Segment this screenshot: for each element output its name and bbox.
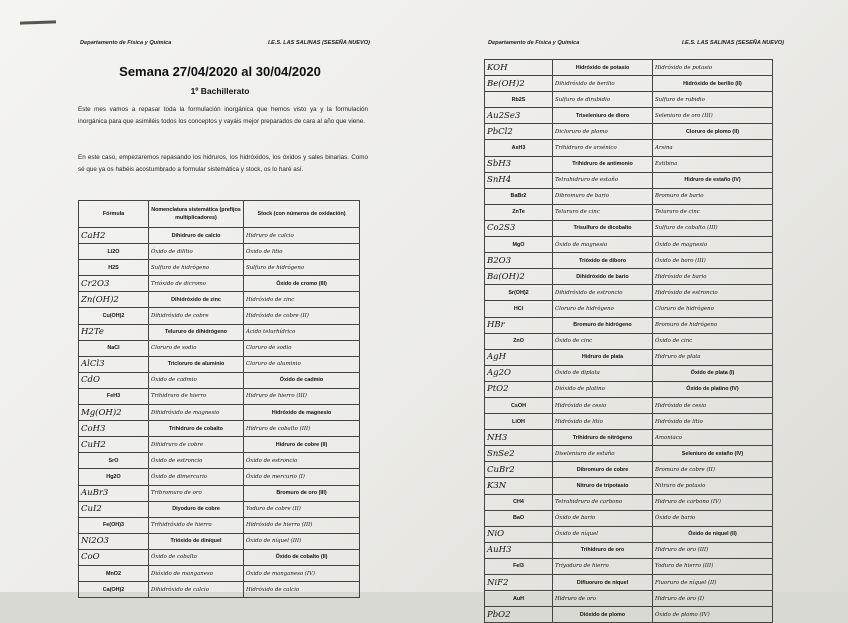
table-row [485, 446, 773, 462]
systematic-name-cell: Dihidróxido de zinc [149, 292, 244, 308]
stock-name-cell: Fluoruro de níquel (II) [653, 575, 773, 591]
pen-mark [20, 20, 56, 24]
formula-cell: AgH [485, 349, 553, 365]
table-row [79, 582, 360, 598]
systematic-name-cell: Óxido de cobalto [149, 549, 244, 565]
table-row [485, 365, 773, 381]
systematic-name-cell: Óxido de estroncio [149, 453, 244, 469]
stock-name-cell: Hidróxido de cesio [653, 397, 773, 413]
stock-name-cell: Hidruro de carbono (IV) [653, 494, 773, 510]
stock-name-cell: Hidruro de calcio [244, 228, 360, 244]
systematic-name-cell: Dihidróxido de magnesio [149, 405, 244, 421]
systematic-name-cell: Difluoruro de níquel [553, 575, 653, 591]
table-row [485, 172, 773, 188]
table-row [485, 607, 773, 623]
stock-name-cell: Hidróxido de hierro (III) [244, 517, 360, 533]
table-row [79, 549, 360, 565]
department-name: Departamento de Física y Química [488, 40, 580, 46]
stock-name-cell: Telururo de cinc [653, 204, 773, 220]
formula-cell: MnO2 [79, 565, 149, 581]
systematic-name-cell: Dibromuro de bario [553, 188, 653, 204]
school-name: I.E.S. LAS SALINAS (SESEÑA NUEVO) [681, 40, 784, 46]
formula-cell: FeI3 [485, 558, 553, 574]
stock-name-cell: Seleniuro de estaño (IV) [653, 446, 773, 462]
systematic-name-cell: Trihidróxido de hierro [149, 517, 244, 533]
systematic-name-cell: Tricloruro de aluminio [149, 356, 244, 372]
systematic-name-cell: Dihidróxido de calcio [149, 582, 244, 598]
stock-name-cell: Óxido de estroncio [244, 453, 360, 469]
formula-cell: Co2S3 [485, 220, 553, 236]
table-row [485, 333, 773, 349]
table-row [485, 349, 773, 365]
systematic-name-cell: Dihidruro de calcio [149, 228, 244, 244]
col-header-systematic: Nomenclatura sistemática (prefijos multiplicadores) [149, 201, 244, 228]
stock-name-cell: Hidróxido de berilio (II) [653, 76, 773, 92]
stock-name-cell: Óxido de boro (III) [653, 253, 773, 269]
stock-name-cell: Óxido de litio [244, 244, 360, 260]
stock-name-cell: Óxido de cadmio [244, 372, 360, 388]
systematic-name-cell: Triseleniuro de dioro [553, 108, 653, 124]
table-row [485, 237, 773, 253]
table-row [485, 220, 773, 236]
formula-cell: SrO [79, 453, 149, 469]
table-row [79, 260, 360, 276]
table-row [79, 405, 360, 421]
formula-cell: Au2Se3 [485, 108, 553, 124]
stock-name-cell: Óxido de manganeso (IV) [244, 565, 360, 581]
formula-cell: KOH [485, 60, 553, 76]
document-title: Semana 27/04/2020 al 30/04/2020 [119, 64, 321, 79]
document-subtitle: 1º Bachillerato [190, 86, 250, 96]
formula-cell: K3N [485, 478, 553, 494]
stock-name-cell: Sulfuro de cobalto (III) [653, 220, 773, 236]
table-row [485, 60, 773, 76]
right-page [478, 0, 784, 620]
systematic-name-cell: Nitruro de tripotasio [553, 478, 653, 494]
table-row [485, 558, 773, 574]
systematic-name-cell: Triyoduro de hierro [553, 558, 653, 574]
stock-name-cell: Óxido de cromo (III) [244, 276, 360, 292]
stock-name-cell: Bromuro de bario [653, 188, 773, 204]
table-row [79, 565, 360, 581]
stock-name-cell: Bromuro de cobre (II) [653, 462, 773, 478]
stock-name-cell: Hidruro de hierro (III) [244, 388, 360, 404]
systematic-name-cell: Trihidruro de arsénico [553, 140, 653, 156]
table-row [79, 533, 360, 549]
formula-cell: AsH3 [485, 140, 553, 156]
stock-name-cell: Óxido de plomo (IV) [653, 607, 773, 623]
table-row [485, 575, 773, 591]
table-row [485, 591, 773, 607]
systematic-name-cell: Tetrahidruro de carbono [553, 494, 653, 510]
systematic-name-cell: Dihidróxido de berilio [553, 76, 653, 92]
formula-cell: Ba(OH)2 [485, 269, 553, 285]
formula-cell: H2S [79, 260, 149, 276]
systematic-name-cell: Tetrahidruro de estaño [553, 172, 653, 188]
systematic-name-cell: Trihidruro de nitrógeno [553, 430, 653, 446]
stock-name-cell: Cloruro de plomo (II) [653, 124, 773, 140]
table-row [485, 317, 773, 333]
systematic-name-cell: Sulfuro de hidrógeno [149, 260, 244, 276]
systematic-name-cell: Dihidróxido de cobre [149, 308, 244, 324]
systematic-name-cell: Óxido de bario [553, 510, 653, 526]
systematic-name-cell: Dihidróxido de bario [553, 269, 653, 285]
stock-name-cell: Cloruro de hidrógeno [653, 301, 773, 317]
table-row [79, 388, 360, 404]
table-row [485, 430, 773, 446]
stock-name-cell: Hidróxido de magnesio [244, 405, 360, 421]
formula-cell: Ca(OH)2 [79, 582, 149, 598]
stock-name-cell: Sulfuro de hidrógeno [244, 260, 360, 276]
formula-cell: B2O3 [485, 253, 553, 269]
systematic-name-cell: Tribromuro de oro [149, 485, 244, 501]
formula-cell: Zn(OH)2 [79, 292, 149, 308]
formula-cell: Hg2O [79, 469, 149, 485]
systematic-name-cell: Trióxido de diboro [553, 253, 653, 269]
table-row [485, 188, 773, 204]
table-row [485, 397, 773, 413]
table-row [485, 494, 773, 510]
table-row [485, 510, 773, 526]
formula-cell: Ni2O3 [79, 533, 149, 549]
table-row [485, 478, 773, 494]
formula-cell: Li2O [79, 244, 149, 260]
formula-cell: Rb2S [485, 92, 553, 108]
stock-name-cell: Bromuro de hidrógeno [653, 317, 773, 333]
table-row [485, 124, 773, 140]
stock-name-cell: Hidruro de oro (I) [653, 591, 773, 607]
formula-cell: CaH2 [79, 228, 149, 244]
systematic-name-cell: Telururo de dihidrógeno [149, 324, 244, 340]
school-name: I.E.S. LAS SALINAS (SESEÑA NUEVO) [267, 40, 370, 46]
table-row [79, 485, 360, 501]
stock-name-cell: Yoduro de cobre (II) [244, 501, 360, 517]
formula-cell: ZnO [485, 333, 553, 349]
systematic-name-cell: Dihidruro de cobre [149, 437, 244, 453]
table-row [485, 285, 773, 301]
stock-name-cell: Hidróxido de bario [653, 269, 773, 285]
systematic-name-cell: Óxido de níquel [553, 526, 653, 542]
table-row [79, 372, 360, 388]
formulation-table-right [484, 59, 773, 623]
systematic-name-cell: Hidróxido de potasio [553, 60, 653, 76]
formula-cell: AuH3 [485, 542, 553, 558]
formula-cell: SnSe2 [485, 446, 553, 462]
formula-cell: Cr2O3 [79, 276, 149, 292]
stock-name-cell: Óxido de mercurio (I) [244, 469, 360, 485]
table-row [79, 324, 360, 340]
page-header [80, 40, 370, 46]
table-row [485, 301, 773, 317]
stock-name-cell: Hidróxido de potasio [653, 60, 773, 76]
formula-cell: NaCl [79, 340, 149, 356]
table-row [485, 526, 773, 542]
formula-cell: CoH3 [79, 421, 149, 437]
formula-cell: CH4 [485, 494, 553, 510]
systematic-name-cell: Telururo de cinc [553, 204, 653, 220]
table-row [485, 92, 773, 108]
stock-name-cell: Óxido de níquel (III) [244, 533, 360, 549]
systematic-name-cell: Diseleniuro de estaño [553, 446, 653, 462]
formula-cell: CdO [79, 372, 149, 388]
stock-name-cell: Óxido de plata (I) [653, 365, 773, 381]
systematic-name-cell: Dihidróxido de estroncio [553, 285, 653, 301]
formula-cell: ZnTe [485, 204, 553, 220]
stock-name-cell: Óxido de níquel (II) [653, 526, 773, 542]
table-row [485, 204, 773, 220]
systematic-name-cell: Óxido de cadmio [149, 372, 244, 388]
col-header-formula: Fórmula [79, 201, 149, 228]
systematic-name-cell: Dióxido de platino [553, 381, 653, 397]
table-row [79, 453, 360, 469]
stock-name-cell: Óxido de bario [653, 510, 773, 526]
systematic-name-cell: Óxido de dilitio [149, 244, 244, 260]
systematic-name-cell: Óxido de magnesio [553, 237, 653, 253]
stock-name-cell: Yoduro de hierro (III) [653, 558, 773, 574]
formula-cell: PbO2 [485, 607, 553, 623]
stock-name-cell: Cloruro de sodio [244, 340, 360, 356]
formula-cell: Sr(OH)2 [485, 285, 553, 301]
formula-cell: HBr [485, 317, 553, 333]
stock-name-cell: Hidruro de cobre (II) [244, 437, 360, 453]
systematic-name-cell: Trihidruro de antimonio [553, 156, 653, 172]
systematic-name-cell: Óxido de cinc [553, 333, 653, 349]
formula-cell: CsOH [485, 397, 553, 413]
systematic-name-cell: Hidruro de oro [553, 591, 653, 607]
stock-name-cell: Hidróxido de estroncio [653, 285, 773, 301]
stock-name-cell: Ácido telurhídrico [244, 324, 360, 340]
formula-cell: PtO2 [485, 381, 553, 397]
stock-name-cell: Bromuro de oro (III) [244, 485, 360, 501]
formula-cell: H2Te [79, 324, 149, 340]
table-row [79, 517, 360, 533]
systematic-name-cell: Hidróxido de cesio [553, 397, 653, 413]
table-row [485, 108, 773, 124]
table-row [485, 76, 773, 92]
formula-cell: Fe(OH)3 [79, 517, 149, 533]
table-row [79, 437, 360, 453]
page-header [488, 40, 784, 46]
table-row [485, 542, 773, 558]
table-row [485, 156, 773, 172]
formula-cell: Mg(OH)2 [79, 405, 149, 421]
table-row [485, 381, 773, 397]
intro-paragraph: Este mes vamos a repasar toda la formulación inorgánica que hemos visto ya y la formulación inorgánica para que asimiléis todos los conceptos y vayáis mejor preparados de cara al año que viene. [78, 106, 368, 125]
formula-cell: BaBr2 [485, 188, 553, 204]
formula-cell: LiOH [485, 414, 553, 430]
stock-name-cell: Cloruro de aluminio [244, 356, 360, 372]
systematic-name-cell: Cloruro de sodio [149, 340, 244, 356]
table-row [79, 469, 360, 485]
stock-name-cell: Amoniaco [653, 430, 773, 446]
stock-name-cell: Óxido de magnesio [653, 237, 773, 253]
stock-name-cell: Hidróxido de calcio [244, 582, 360, 598]
formula-cell: Be(OH)2 [485, 76, 553, 92]
systematic-name-cell: Trihidruro de hierro [149, 388, 244, 404]
systematic-name-cell: Trihidruro de oro [553, 542, 653, 558]
department-name: Departamento de Física y Química [80, 40, 172, 46]
stock-name-cell: Nitruro de potasio [653, 478, 773, 494]
formula-cell: HCl [485, 301, 553, 317]
formula-cell: CuBr2 [485, 462, 553, 478]
formula-cell: AlCl3 [79, 356, 149, 372]
stock-name-cell: Hidruro de oro (III) [653, 542, 773, 558]
table-row [79, 501, 360, 517]
systematic-name-cell: Diyoduro de cobre [149, 501, 244, 517]
formula-cell: CuH2 [79, 437, 149, 453]
table-row [79, 356, 360, 372]
formula-cell: Ag2O [485, 365, 553, 381]
formula-cell: AuBr3 [79, 485, 149, 501]
formula-cell: NiO [485, 526, 553, 542]
systematic-name-cell: Sulfuro de dirubidio [553, 92, 653, 108]
formula-cell: BaO [485, 510, 553, 526]
stock-name-cell: Sulfuro de rubidio [653, 92, 773, 108]
stock-name-cell: Hidruro de cobalto (III) [244, 421, 360, 437]
stock-name-cell: Hidruro de plata [653, 349, 773, 365]
table-row [485, 140, 773, 156]
systematic-name-cell: Dibromuro de cobre [553, 462, 653, 478]
col-header-stock: Stock (con números de oxidación) [244, 201, 360, 228]
systematic-name-cell: Trisulfuro de dicobalto [553, 220, 653, 236]
stock-name-cell: Óxido de cobalto (II) [244, 549, 360, 565]
formula-cell: Cu(OH)2 [79, 308, 149, 324]
stock-name-cell: Hidróxido de zinc [244, 292, 360, 308]
systematic-name-cell: Óxido de dimercurio [149, 469, 244, 485]
table-row [485, 253, 773, 269]
formula-cell: SbH3 [485, 156, 553, 172]
formula-cell: AuH [485, 591, 553, 607]
stock-name-cell: Seleniuro de oro (III) [653, 108, 773, 124]
stock-name-cell: Arsina [653, 140, 773, 156]
systematic-name-cell: Dióxido de plomo [553, 607, 653, 623]
table-row [485, 414, 773, 430]
stock-name-cell: Óxido de cinc [653, 333, 773, 349]
systematic-name-cell: Hidruro de plata [553, 349, 653, 365]
formula-cell: CuI2 [79, 501, 149, 517]
stock-name-cell: Hidruro de estaño (IV) [653, 172, 773, 188]
systematic-name-cell: Dióxido de manganeso [149, 565, 244, 581]
table-row [485, 269, 773, 285]
stock-name-cell: Hidróxido de litio [653, 414, 773, 430]
table-header-row [79, 201, 360, 228]
formula-cell: PbCl2 [485, 124, 553, 140]
systematic-name-cell: Óxido de diplata [553, 365, 653, 381]
left-page [70, 0, 370, 592]
systematic-name-cell: Trihidruro de cobalto [149, 421, 244, 437]
stock-name-cell: Estibina [653, 156, 773, 172]
formula-cell: FeH3 [79, 388, 149, 404]
table-row [79, 340, 360, 356]
systematic-name-cell: Dicloruro de plomo [553, 124, 653, 140]
formula-cell: NH3 [485, 430, 553, 446]
formulation-table-left [78, 200, 360, 598]
formula-cell: NiF2 [485, 575, 553, 591]
instructions-paragraph: En este caso, empezaremos repasando los hidruros, los hidróxidos, los óxidos y sales binarias. Como sé que ya os habéis acostumbrado a formular sistemática y stock, os lo haré así. [78, 154, 368, 173]
formula-cell: SnH4 [485, 172, 553, 188]
table-row [485, 462, 773, 478]
stock-name-cell: Hidróxido de cobre (II) [244, 308, 360, 324]
systematic-name-cell: Bromuro de hidrógeno [553, 317, 653, 333]
formula-cell: CoO [79, 549, 149, 565]
stock-name-cell: Óxido de platino (IV) [653, 381, 773, 397]
systematic-name-cell: Cloruro de hidrógeno [553, 301, 653, 317]
systematic-name-cell: Hidróxido de litio [553, 414, 653, 430]
systematic-name-cell: Trióxido de diníquel [149, 533, 244, 549]
table-row [79, 228, 360, 244]
table-row [79, 292, 360, 308]
systematic-name-cell: Trióxido de dicromo [149, 276, 244, 292]
table-row [79, 308, 360, 324]
table-row [79, 421, 360, 437]
table-row [79, 276, 360, 292]
formula-cell: MgO [485, 237, 553, 253]
table-row [79, 244, 360, 260]
